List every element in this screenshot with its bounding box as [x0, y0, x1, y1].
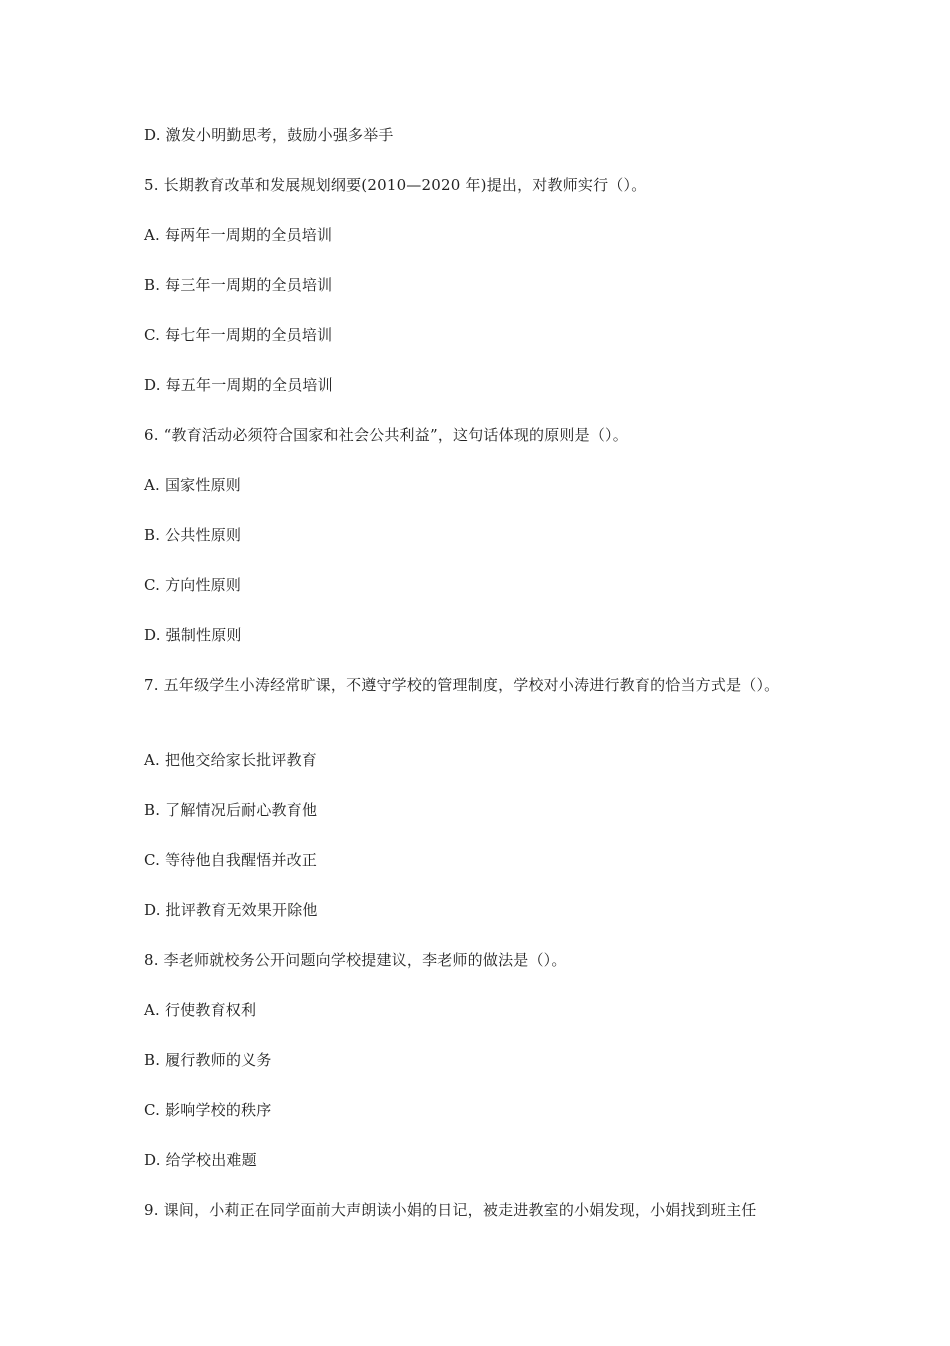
option-b-q6: B. 公共性原则 — [144, 526, 242, 544]
option-c-q8: C. 影响学校的秩序 — [144, 1101, 272, 1119]
option-d-q7: D. 批评教育无效果开除他 — [144, 901, 318, 919]
option-c-q6: C. 方向性原则 — [144, 576, 242, 594]
option-a-q7: A. 把他交给家长批评教育 — [144, 751, 317, 769]
option-c-q7: C. 等待他自我醒悟并改正 — [144, 851, 318, 869]
option-d-q6: D. 强制性原则 — [144, 626, 242, 644]
question-6: 6. “教育活动必须符合国家和社会公共利益”，这句话体现的原则是（）。 — [144, 426, 628, 444]
option-d-q8: D. 给学校出难题 — [144, 1151, 257, 1169]
option-b-q5: B. 每三年一周期的全员培训 — [144, 276, 333, 294]
option-b-q8: B. 履行教师的义务 — [144, 1051, 272, 1069]
option-a-q5: A. 每两年一周期的全员培训 — [144, 226, 333, 244]
option-b-q7: B. 了解情况后耐心教育他 — [144, 801, 318, 819]
question-5: 5. 长期教育改革和发展规划纲要(2010—2020 年)提出，对教师实行（）。 — [144, 176, 647, 194]
option-a-q8: A. 行使教育权利 — [144, 1001, 257, 1019]
option-d-q5: D. 每五年一周期的全员培训 — [144, 376, 333, 394]
question-9: 9. 课间，小莉正在同学面前大声朗读小娟的日记，被走进教室的小娟发现，小娟找到班主任 — [144, 1201, 757, 1219]
option-c-q5: C. 每七年一周期的全员培训 — [144, 326, 333, 344]
option-d-q4: D. 激发小明勤思考，鼓励小强多举手 — [144, 126, 394, 144]
option-a-q6: A. 国家性原则 — [144, 476, 241, 494]
question-7: 7. 五年级学生小涛经常旷课，不遵守学校的管理制度，学校对小涛进行教育的恰当方式是（）。 — [144, 676, 780, 694]
question-8: 8. 李老师就校务公开问题向学校提建议，李老师的做法是（）。 — [144, 951, 567, 969]
